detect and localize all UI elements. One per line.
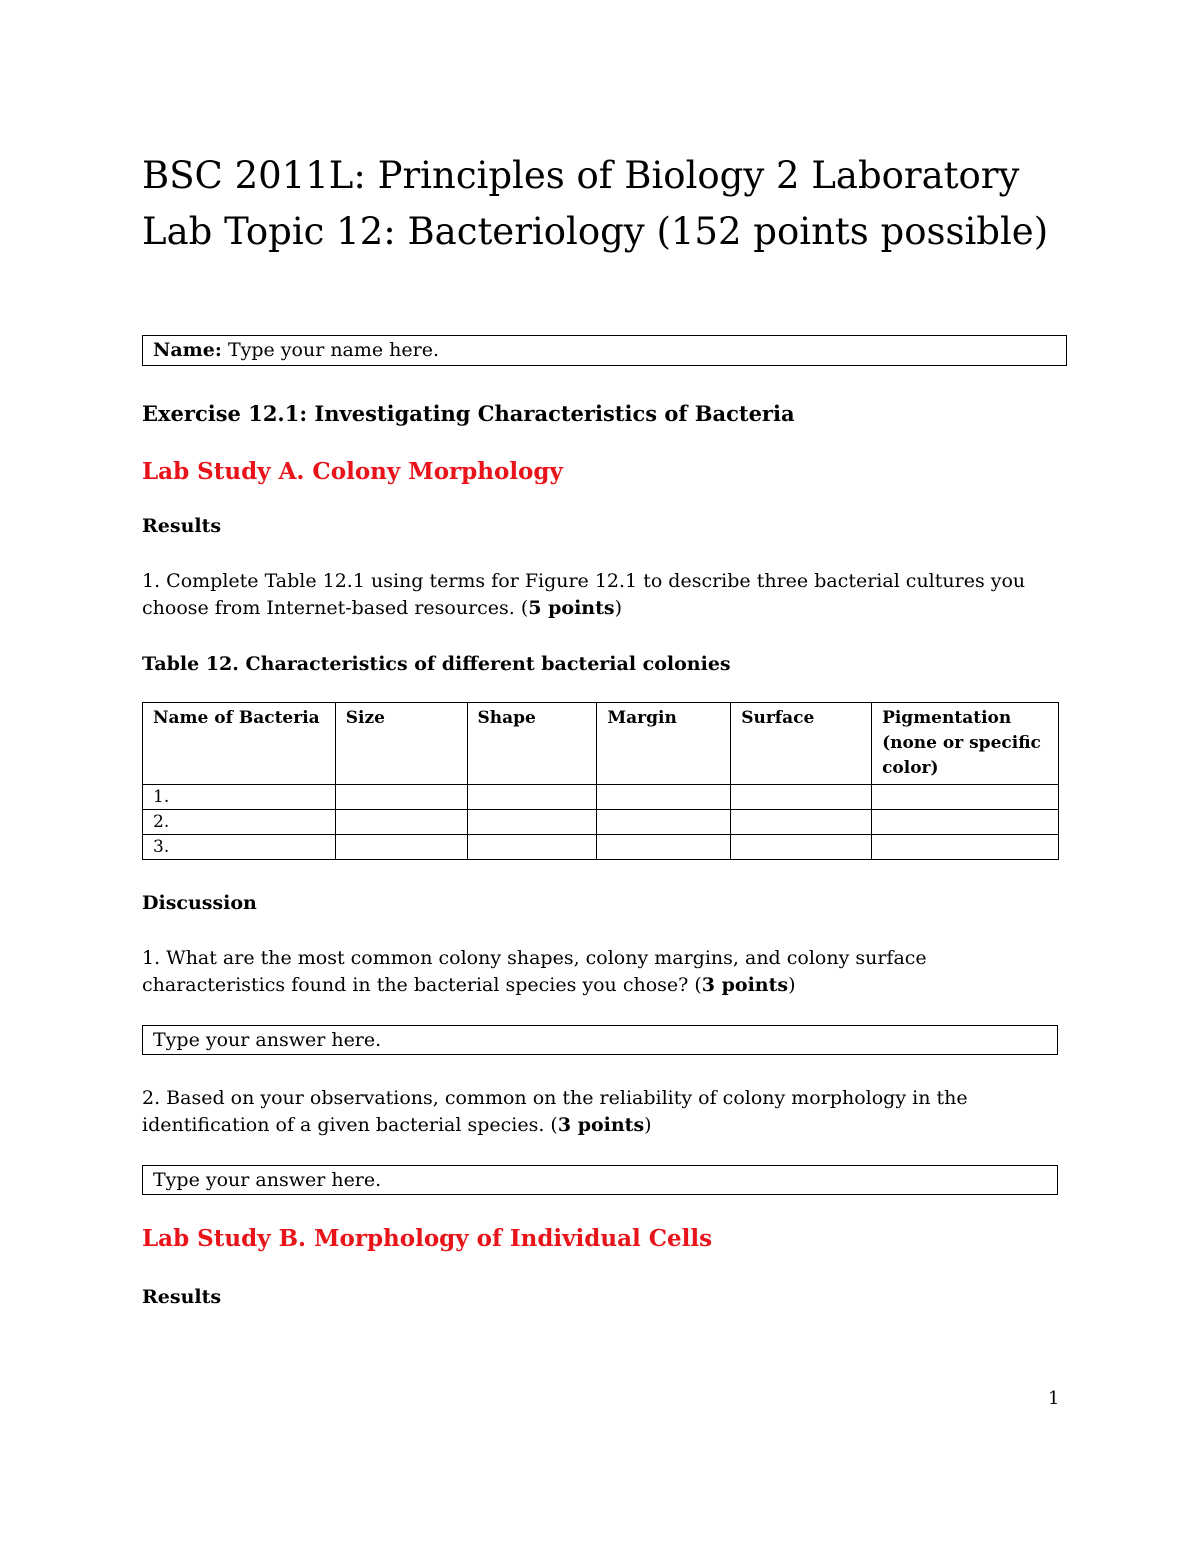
table-caption: Table 12. Characteristics of different bacterial colonies [142, 653, 731, 675]
discussion-question-1-close: ) [788, 974, 796, 996]
header-surface: Surface [731, 703, 872, 785]
page-number: 1 [1048, 1388, 1060, 1409]
results-a-heading: Results [142, 515, 222, 537]
header-shape: Shape [467, 703, 597, 785]
table-row [143, 835, 1059, 860]
exercise-heading: Exercise 12.1: Investigating Characteristics of Bacteria [142, 401, 795, 426]
table-cell[interactable] [731, 810, 872, 835]
question-1-text: 1. Complete Table 12.1 using terms for Figure 12.1 to describe three bacterial cultures you choose from Internet-based resources. ( [142, 570, 1026, 619]
answer-field-1[interactable]: Type your answer here. [142, 1025, 1058, 1055]
table-cell[interactable] [731, 835, 872, 860]
answer-field-2[interactable]: Type your answer here. [142, 1165, 1058, 1195]
name-label: Name: [153, 339, 222, 361]
table-row [143, 810, 1059, 835]
question-1-close: ) [614, 597, 623, 619]
table-cell[interactable] [467, 835, 597, 860]
question-1 [142, 568, 1062, 622]
table-cell[interactable] [597, 810, 731, 835]
name-field[interactable] [142, 335, 1067, 366]
results-b-heading: Results [142, 1286, 222, 1308]
table-header-row [143, 703, 1059, 785]
table-cell[interactable] [335, 785, 467, 810]
table-cell[interactable] [597, 835, 731, 860]
question-1-points: 5 points [528, 597, 615, 619]
table-cell[interactable] [872, 810, 1059, 835]
table-cell[interactable] [335, 810, 467, 835]
lab-study-a-heading: Lab Study A. Colony Morphology [142, 458, 563, 485]
row-number: 3. [143, 835, 336, 860]
table-cell[interactable] [731, 785, 872, 810]
discussion-question-2-close: ) [644, 1114, 652, 1136]
table-cell[interactable] [597, 785, 731, 810]
row-number: 2. [143, 810, 336, 835]
table-cell[interactable] [467, 785, 597, 810]
row-number: 1. [143, 785, 336, 810]
discussion-question-1-text: 1. What are the most common colony shapes, colony margins, and colony surface characteristics found in the bacterial species you chose? ( [142, 947, 927, 996]
table-cell[interactable] [335, 835, 467, 860]
header-pigmentation: Pigmentation (none or specific color) [872, 703, 1059, 785]
discussion-question-2 [142, 1085, 1062, 1139]
page-title [142, 148, 1072, 260]
name-value[interactable]: Type your name here. [227, 339, 440, 361]
header-margin: Margin [597, 703, 731, 785]
header-name-of-bacteria: Name of Bacteria [143, 703, 336, 785]
header-size: Size [335, 703, 467, 785]
table-row [143, 785, 1059, 810]
discussion-heading: Discussion [142, 892, 257, 914]
discussion-question-2-text: 2. Based on your observations, common on the reliability of colony morphology in the identification of a given bacterial species. ( [142, 1087, 968, 1136]
discussion-question-2-points: 3 points [557, 1114, 645, 1136]
lab-study-b-heading: Lab Study B. Morphology of Individual Cells [142, 1225, 713, 1252]
discussion-question-1-points: 3 points [701, 974, 789, 996]
title-line-1: BSC 2011L: Principles of Biology 2 Laboratory [142, 154, 1020, 197]
discussion-question-1 [142, 945, 1062, 999]
title-line-2: Lab Topic 12: Bacteriology (152 points possible) [142, 210, 1049, 253]
table-cell[interactable] [872, 785, 1059, 810]
colony-table [142, 702, 1059, 860]
table-cell[interactable] [467, 810, 597, 835]
table-cell[interactable] [872, 835, 1059, 860]
